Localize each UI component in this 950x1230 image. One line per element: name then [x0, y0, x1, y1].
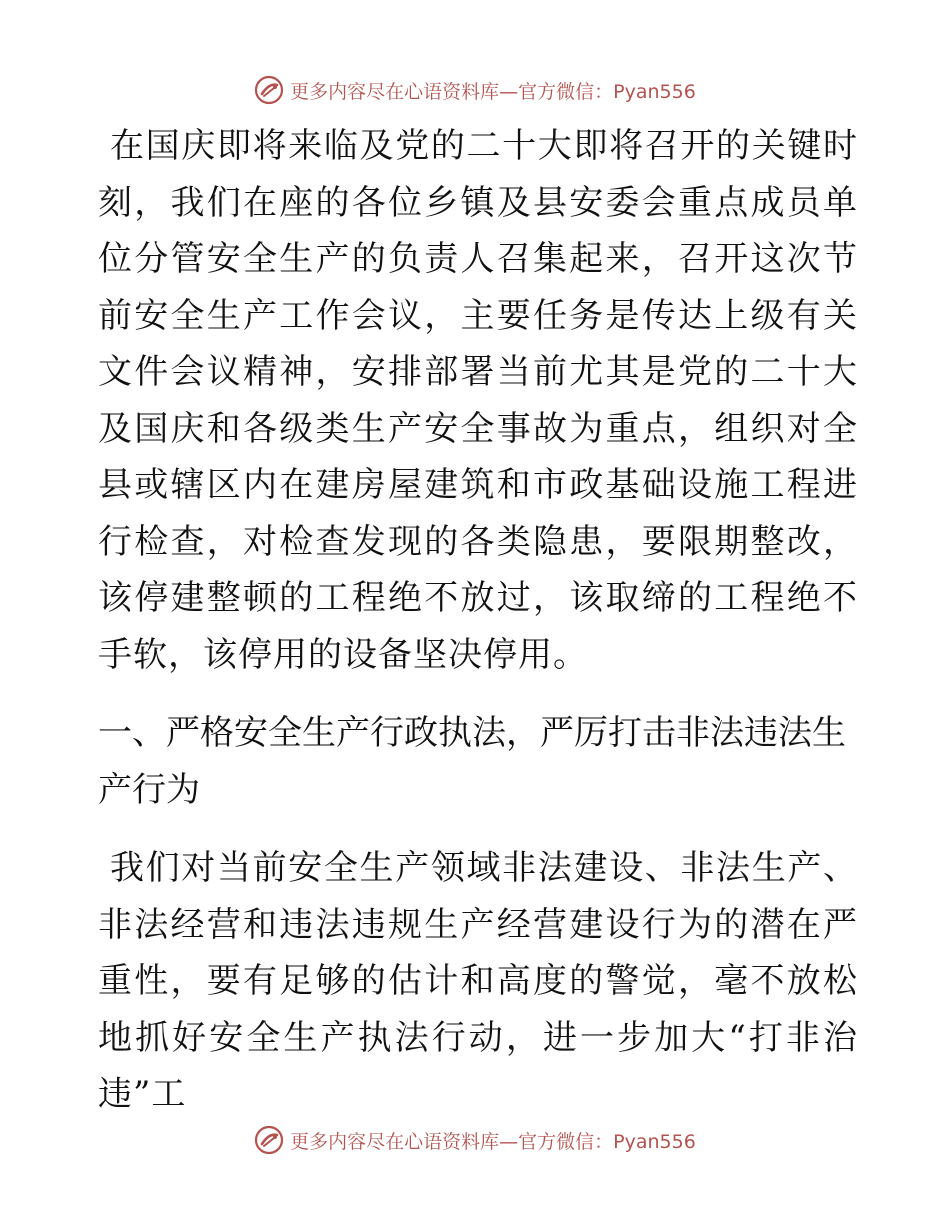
body-paragraph: 我们对当前安全生产领域非法建设、非法生产、非法经营和违法违规生产经营建设行为的潜在严重性，要有足够的估计和高度的警觉，毫不放松地抓好安全生产执法行动，进一步加大“打非治违”工	[98, 848, 858, 1114]
section-heading: 一、严格安全生产行政执法，严厉打击非法违法生产行为	[98, 713, 846, 810]
header-watermark	[0, 72, 950, 108]
watermark-text: 更多内容尽在心语资料库—官方微信：Pyan556	[290, 1130, 696, 1153]
book-pen-logo-icon	[254, 1125, 284, 1155]
body-paragraph: 在国庆即将来临及党的二十大即将召开的关键时刻，我们在座的各位乡镇及县安委会重点成员单位分管安全生产的负责人召集起来，召开这次节前安全生产工作会议，主要任务是传达上级有关文件会议精神，安排部署当前尤其是党的二十大及国庆和各级类生产安全事故为重点，组织对全县或辖区内在建房屋建筑和市政基础设施工程进行检查，对检查发现的各类隐患，要限期整改，该停建整顿的工程绝不放过，该取缔的工程绝不手软，该停用的设备坚决停用。	[98, 126, 858, 675]
footer-watermark	[0, 1122, 950, 1158]
watermark-text: 更多内容尽在心语资料库—官方微信：Pyan556	[290, 80, 696, 103]
book-pen-logo-icon	[254, 75, 284, 105]
document-body	[98, 118, 858, 1123]
